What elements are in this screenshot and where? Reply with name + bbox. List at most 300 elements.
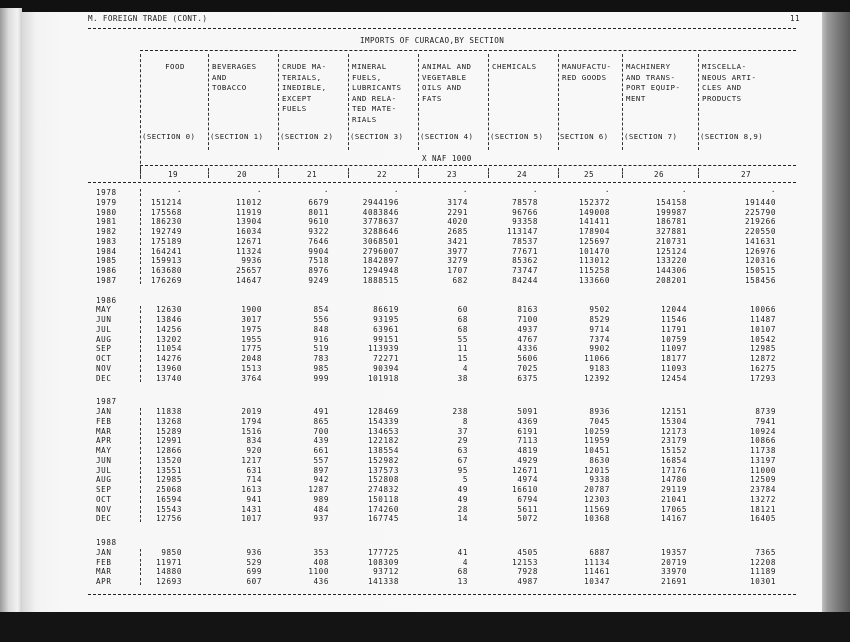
column-divider: [418, 54, 419, 150]
table-cell: 6375: [517, 373, 538, 383]
table-cell: 7646: [308, 236, 329, 246]
column-header: [562, 62, 620, 83]
table-cell: 14647: [236, 275, 262, 285]
table-row: [22, 548, 822, 558]
row-period: 1987: [96, 275, 117, 285]
table-cell: 11546: [661, 315, 687, 324]
table-cell: 8163: [517, 305, 538, 315]
table-cell: 6794: [517, 494, 538, 504]
table-cell: 63961: [373, 324, 399, 334]
table-cell: 1287: [308, 485, 329, 494]
column-number: 23: [447, 170, 457, 179]
table-row: [22, 208, 822, 218]
scan-top-border: [0, 0, 850, 12]
table-cell: 11959: [584, 436, 610, 446]
table-cell: 128469: [367, 407, 399, 416]
table-row: [22, 577, 822, 587]
table-cell: 1975: [241, 324, 262, 334]
document-page: [22, 12, 822, 612]
column-header-line: OILS AND: [422, 83, 462, 93]
column-header-line: NEOUS ARTI-: [702, 72, 757, 82]
column-header-line: FUELS,: [352, 72, 382, 82]
column-header-line: CRUDE MA-: [282, 62, 327, 71]
row-period: MAY: [96, 446, 112, 455]
table-cell: 18121: [750, 504, 776, 514]
table-cell: 12985: [750, 344, 776, 354]
column-header: [422, 62, 486, 104]
table-cell: 3421: [447, 236, 468, 246]
table-cell: 15543: [156, 504, 182, 514]
column-number: 25: [584, 170, 594, 179]
table-cell: 86619: [373, 305, 399, 315]
table-cell: 191440: [744, 197, 776, 207]
column-header-line: LUBRICANTS: [352, 83, 402, 93]
column-number-divider: [278, 168, 279, 178]
column-header-line: AND TRANS-: [626, 72, 676, 82]
table-cell: 18177: [661, 354, 687, 363]
table-row: [22, 325, 822, 335]
table-cell: 5072: [517, 514, 538, 524]
row-divider: [140, 345, 141, 352]
row-divider: [140, 375, 141, 382]
table-cell: .: [770, 185, 776, 194]
table-cell: 93712: [373, 567, 399, 577]
column-header: [626, 62, 696, 104]
table-cell: 220550: [744, 227, 776, 236]
table-cell: 5: [462, 475, 468, 485]
table-cell: 5091: [517, 407, 538, 416]
table-cell: 6679: [308, 197, 329, 207]
table-cell: 13202: [156, 334, 182, 344]
row-period: SEP: [96, 485, 112, 494]
table-cell: 176269: [150, 275, 182, 285]
table-cell: 327881: [655, 227, 687, 236]
table-row: [22, 475, 822, 485]
row-period: MAY: [96, 305, 112, 315]
column-header-line: MINERAL: [352, 62, 387, 71]
table-cell: .: [532, 185, 538, 194]
table-cell: 167745: [367, 514, 399, 524]
table-cell: .: [604, 185, 610, 194]
row-divider: [140, 277, 141, 284]
table-cell: 175568: [150, 207, 182, 217]
column-header: [352, 62, 416, 126]
table-row: [22, 558, 822, 568]
table-row: [22, 185, 822, 198]
row-divider: [140, 476, 141, 483]
table-cell: 7941: [755, 416, 776, 426]
table-cell: 12866: [156, 446, 182, 455]
table-cell: 9183: [589, 363, 610, 373]
table-cell: 9338: [589, 475, 610, 485]
column-header-line: MISCELLA-: [702, 62, 747, 71]
table-cell: 3017: [241, 315, 262, 324]
year-heading: 1987: [96, 397, 117, 407]
table-cell: 557: [313, 455, 329, 465]
table-cell: .: [256, 185, 262, 194]
row-period: FEB: [96, 416, 112, 426]
row-period: JUL: [96, 324, 112, 334]
table-cell: 85362: [512, 256, 538, 266]
table-cell: 152808: [367, 475, 399, 485]
rule-title: [140, 50, 796, 51]
table-row: [22, 466, 822, 476]
table-cell: 4083846: [362, 207, 399, 217]
table-row: [22, 505, 822, 515]
table-cell: .: [323, 185, 329, 194]
table-cell: 17293: [750, 373, 776, 383]
table-row: [22, 374, 822, 384]
table-cell: 93358: [512, 217, 538, 227]
table-cell: 11487: [750, 315, 776, 324]
table-cell: 2796007: [362, 246, 399, 256]
row-divider: [140, 336, 141, 343]
column-header-line: BEVERAGES: [212, 62, 257, 71]
rule-units: [140, 165, 796, 166]
table-cell: 15304: [661, 416, 687, 426]
column-number: 19: [168, 170, 178, 179]
row-divider: [140, 578, 141, 585]
table-cell: 8529: [589, 315, 610, 324]
table-cell: 661: [313, 446, 329, 455]
table-title: IMPORTS OF CURACAO,BY SECTION: [360, 36, 505, 45]
column-divider: [140, 54, 141, 179]
table-cell: 29119: [661, 485, 687, 494]
table-cell: 7025: [517, 363, 538, 373]
table-row: [22, 354, 822, 364]
table-cell: 1613: [241, 485, 262, 494]
scan-bottom-border: [0, 612, 850, 642]
table-cell: 12015: [584, 465, 610, 475]
row-divider: [140, 355, 141, 362]
table-cell: 9322: [308, 227, 329, 236]
table-cell: 12872: [750, 354, 776, 363]
table-cell: 14880: [156, 567, 182, 577]
table-cell: 11054: [156, 344, 182, 354]
table-row: [22, 417, 822, 427]
row-period: APR: [96, 577, 112, 586]
column-section-label: (SECTION 7): [624, 132, 678, 141]
table-cell: 133660: [578, 275, 610, 285]
table-row: [22, 407, 822, 417]
table-cell: 11: [457, 344, 468, 354]
table-cell: 192749: [150, 227, 182, 236]
table-cell: 12671: [236, 236, 262, 246]
table-cell: 4: [462, 363, 468, 373]
table-row: [22, 237, 822, 247]
table-cell: 208201: [655, 275, 687, 285]
row-divider: [140, 199, 141, 206]
table-cell: 2019: [241, 407, 262, 416]
table-cell: 714: [246, 475, 262, 485]
table-cell: 150515: [744, 266, 776, 275]
row-divider: [140, 437, 141, 444]
column-section-label: (SECTION 3): [350, 132, 404, 141]
row-period: JUN: [96, 455, 112, 465]
table-cell: 37: [457, 426, 468, 436]
table-cell: 3764: [241, 373, 262, 383]
row-divider: [140, 559, 141, 566]
table-cell: 20719: [661, 557, 687, 567]
table-cell: 141631: [744, 236, 776, 246]
column-number: 21: [307, 170, 317, 179]
table-cell: 9902: [589, 344, 610, 354]
table-cell: 21691: [661, 577, 687, 586]
table-cell: 28: [457, 504, 468, 514]
column-header-line: AND RELA-: [352, 93, 397, 103]
table-cell: 15: [457, 354, 468, 363]
table-cell: 23179: [661, 436, 687, 446]
table-cell: 125697: [578, 236, 610, 246]
table-cell: 8936: [589, 407, 610, 416]
column-section-label: (SECTION 8,9): [700, 132, 764, 141]
column-number-divider: [558, 168, 559, 178]
table-cell: 3174: [447, 197, 468, 207]
column-header-line: PORT EQUIP-: [626, 83, 681, 93]
row-period: JUL: [96, 465, 112, 475]
table-cell: 491: [313, 407, 329, 416]
table-cell: 13904: [236, 217, 262, 227]
table-cell: 12153: [512, 557, 538, 567]
table-cell: 4336: [517, 344, 538, 354]
table-cell: 9502: [589, 305, 610, 315]
table-cell: 783: [313, 354, 329, 363]
table-cell: 8011: [308, 207, 329, 217]
table-cell: 14256: [156, 324, 182, 334]
table-cell: 174260: [367, 504, 399, 514]
table-row: [22, 495, 822, 505]
table-cell: 122182: [367, 436, 399, 446]
column-header-line: MENT: [626, 93, 646, 103]
table-cell: 113939: [367, 344, 399, 354]
column-header: [144, 62, 206, 73]
table-row: [22, 456, 822, 466]
table-cell: 5606: [517, 354, 538, 363]
table-cell: 108309: [367, 557, 399, 567]
table-cell: 9714: [589, 324, 610, 334]
table-cell: 13197: [750, 455, 776, 465]
table-row: [22, 315, 822, 325]
row-divider: [140, 257, 141, 264]
table-cell: 95: [457, 465, 468, 475]
table-row: [22, 256, 822, 266]
table-cell: 14276: [156, 354, 182, 363]
row-divider: [140, 428, 141, 435]
table-cell: 15152: [661, 446, 687, 455]
table-cell: 7045: [589, 416, 610, 426]
table-cell: 99151: [373, 334, 399, 344]
table-cell: 4929: [517, 455, 538, 465]
table-row: [22, 305, 822, 315]
row-period: OCT: [96, 494, 112, 504]
table-cell: 177725: [367, 547, 399, 557]
column-header-line: CHEMICALS: [492, 62, 537, 71]
table-row: [22, 344, 822, 354]
table-row: [22, 266, 822, 276]
column-divider: [208, 54, 209, 150]
table-cell: 11012: [236, 197, 262, 207]
table-cell: 175189: [150, 236, 182, 246]
table-cell: 21041: [661, 494, 687, 504]
table-cell: 4819: [517, 446, 538, 455]
row-period: JUN: [96, 315, 112, 324]
row-period: DEC: [96, 514, 112, 524]
table-cell: 12671: [512, 465, 538, 475]
table-cell: 78537: [512, 236, 538, 246]
table-cell: 4987: [517, 577, 538, 586]
column-divider: [698, 54, 699, 150]
table-cell: 29: [457, 436, 468, 446]
table-cell: 989: [313, 494, 329, 504]
table-cell: 1794: [241, 416, 262, 426]
column-header-line: MANUFACTU-: [562, 62, 612, 71]
table-cell: 1775: [241, 344, 262, 354]
table-cell: 682: [452, 275, 468, 285]
row-divider: [140, 326, 141, 333]
table-cell: 4974: [517, 475, 538, 485]
table-cell: 125124: [655, 246, 687, 256]
column-header: [212, 62, 276, 94]
table-cell: 126976: [744, 246, 776, 256]
table-row: [22, 514, 822, 524]
table-cell: 2291: [447, 207, 468, 217]
table-cell: 12151: [661, 407, 687, 416]
table-cell: 17065: [661, 504, 687, 514]
column-number-divider: [348, 168, 349, 178]
table-cell: 12991: [156, 436, 182, 446]
column-header: [492, 62, 556, 73]
table-cell: 2944196: [362, 197, 399, 207]
table-cell: 9904: [308, 246, 329, 256]
row-divider: [140, 228, 141, 235]
table-cell: 16594: [156, 494, 182, 504]
row-divider: [140, 515, 141, 522]
column-number: 26: [654, 170, 664, 179]
rule-top: [88, 28, 796, 29]
table-cell: 8630: [589, 455, 610, 465]
table-cell: 13268: [156, 416, 182, 426]
table-cell: 7113: [517, 436, 538, 446]
row-period: JAN: [96, 547, 112, 557]
table-cell: 3778637: [362, 217, 399, 227]
running-title: M. FOREIGN TRADE (CONT.): [88, 14, 208, 23]
row-divider: [140, 209, 141, 216]
table-cell: 13960: [156, 363, 182, 373]
table-cell: 11097: [661, 344, 687, 354]
column-header-line: RIALS: [352, 114, 377, 124]
column-number: 22: [377, 170, 387, 179]
table-cell: 38: [457, 373, 468, 383]
column-divider: [488, 54, 489, 150]
table-row: [22, 427, 822, 437]
table-cell: 11919: [236, 207, 262, 217]
column-section-label: (SECTION 4): [420, 132, 474, 141]
table-cell: 10107: [750, 324, 776, 334]
row-divider: [140, 447, 141, 454]
table-cell: 9249: [308, 275, 329, 285]
table-cell: 10347: [584, 577, 610, 586]
table-cell: 6191: [517, 426, 538, 436]
table-cell: 12693: [156, 577, 182, 586]
row-period: FEB: [96, 557, 112, 567]
row-divider: [140, 189, 141, 196]
table-cell: 699: [246, 567, 262, 577]
row-period: DEC: [96, 373, 112, 383]
table-cell: 10759: [661, 334, 687, 344]
row-divider: [140, 365, 141, 372]
table-row: [22, 247, 822, 257]
column-number-divider: [208, 168, 209, 178]
table-cell: 865: [313, 416, 329, 426]
column-header-line: PRODUCTS: [702, 93, 742, 103]
table-cell: 138554: [367, 446, 399, 455]
table-cell: 3068501: [362, 236, 399, 246]
table-cell: 72271: [373, 354, 399, 363]
table-cell: 1431: [241, 504, 262, 514]
table-cell: 8739: [755, 407, 776, 416]
table-cell: 13551: [156, 465, 182, 475]
column-section-label: (SECTION 2): [280, 132, 334, 141]
table-cell: 11791: [661, 324, 687, 334]
table-cell: 10259: [584, 426, 610, 436]
table-cell: 999: [313, 373, 329, 383]
table-cell: 4937: [517, 324, 538, 334]
table-cell: 9850: [161, 547, 182, 557]
table-cell: 11838: [156, 407, 182, 416]
column-number-divider: [698, 168, 699, 178]
table-cell: 150118: [367, 494, 399, 504]
table-cell: 1017: [241, 514, 262, 524]
table-cell: 1842897: [362, 256, 399, 266]
table-cell: 4020: [447, 217, 468, 227]
table-cell: 186230: [150, 217, 182, 227]
table-cell: 3279: [447, 256, 468, 266]
column-number-divider: [418, 168, 419, 178]
table-cell: 10301: [750, 577, 776, 586]
table-cell: 529: [246, 557, 262, 567]
table-cell: 353: [313, 547, 329, 557]
table-cell: 101470: [578, 246, 610, 256]
table-cell: 7518: [308, 256, 329, 266]
table-cell: 519: [313, 344, 329, 354]
row-divider: [140, 316, 141, 323]
table-cell: 16854: [661, 455, 687, 465]
table-cell: 238: [452, 407, 468, 416]
table-cell: 10368: [584, 514, 610, 524]
row-period: NOV: [96, 363, 112, 373]
table-cell: 10866: [750, 436, 776, 446]
table-cell: 158456: [744, 275, 776, 285]
table-cell: 101918: [367, 373, 399, 383]
row-period: AUG: [96, 334, 112, 344]
column-header: [282, 62, 346, 115]
row-divider: [140, 506, 141, 513]
table-cell: 134653: [367, 426, 399, 436]
table-cell: 68: [457, 324, 468, 334]
table-cell: 16610: [512, 485, 538, 494]
table-cell: 408: [313, 557, 329, 567]
column-section-label: SECTION 6): [560, 132, 609, 141]
table-cell: 8: [462, 416, 468, 426]
table-cell: 11134: [584, 557, 610, 567]
column-header-line: FATS: [422, 93, 442, 103]
row-period: MAR: [96, 426, 112, 436]
table-cell: 49: [457, 485, 468, 494]
row-divider: [140, 457, 141, 464]
table-cell: 12208: [750, 557, 776, 567]
table-cell: 90394: [373, 363, 399, 373]
table-cell: 149008: [578, 207, 610, 217]
